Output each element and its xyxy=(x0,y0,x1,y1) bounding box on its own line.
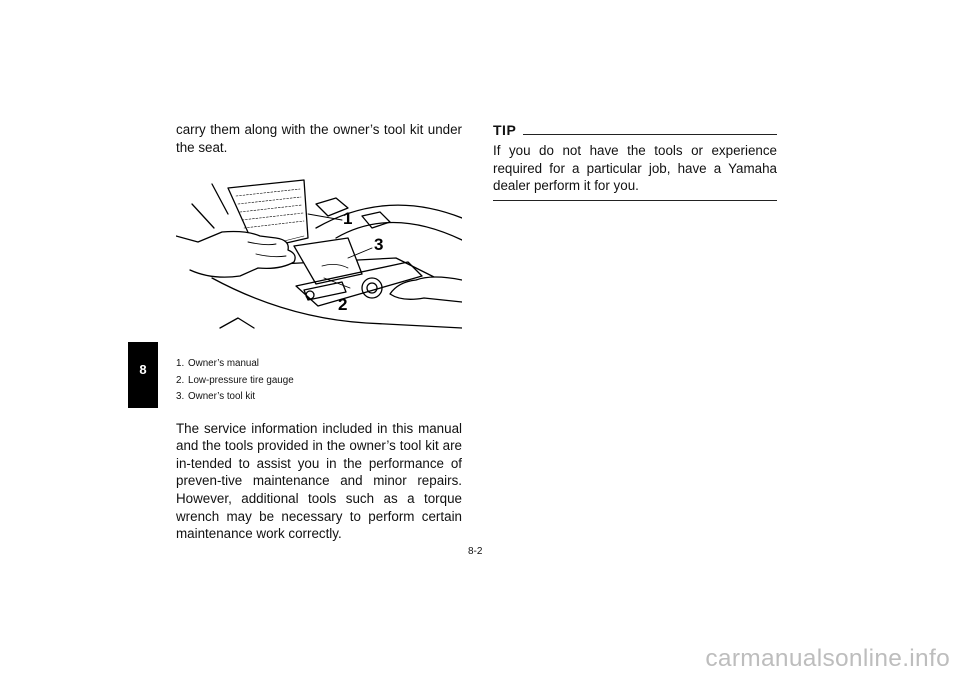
page-number: 8-2 xyxy=(468,546,483,557)
caption-item xyxy=(176,389,462,406)
caption-item xyxy=(176,356,462,373)
caption-number: 3. xyxy=(176,391,185,403)
watermark: carmanualsonline.info xyxy=(705,645,950,672)
caption-item xyxy=(176,373,462,390)
caption-number: 2. xyxy=(176,374,185,386)
tip-box xyxy=(493,122,777,201)
intro-paragraph: carry them along with the owner’s tool kit under the seat. xyxy=(176,122,462,155)
illustration-drawing xyxy=(176,178,462,338)
left-column xyxy=(176,121,462,543)
caption-text: Owner’s tool kit xyxy=(188,391,256,403)
callout-1: 1 xyxy=(343,209,353,229)
chapter-tab xyxy=(128,342,158,408)
caption-number: 1. xyxy=(176,358,185,370)
callout-3: 3 xyxy=(374,235,384,255)
tip-label: TIP xyxy=(493,122,517,138)
tip-header xyxy=(493,122,777,138)
tip-text: If you do not have the tools or experience required for a particular job, have a Yamaha dealer perform it for you. xyxy=(493,143,777,194)
figure-captions xyxy=(176,356,462,406)
body-paragraph: The service information included in this manual and the tools provided in the owner’s tool kit are in-tended to assist you in the performance of preven-tive maintenance and minor repairs. However, additional tools such as a torque wrench may be necessary to perform certain maintenance work correctly. xyxy=(176,420,462,542)
tool-kit-illustration xyxy=(176,178,462,338)
caption-text: Owner’s manual xyxy=(188,358,259,370)
callout-2: 2 xyxy=(338,295,348,315)
tip-top-rule xyxy=(523,134,777,135)
tip-bottom-rule xyxy=(493,200,777,201)
chapter-number: 8 xyxy=(139,362,147,377)
caption-text: Low-pressure tire gauge xyxy=(188,374,294,386)
